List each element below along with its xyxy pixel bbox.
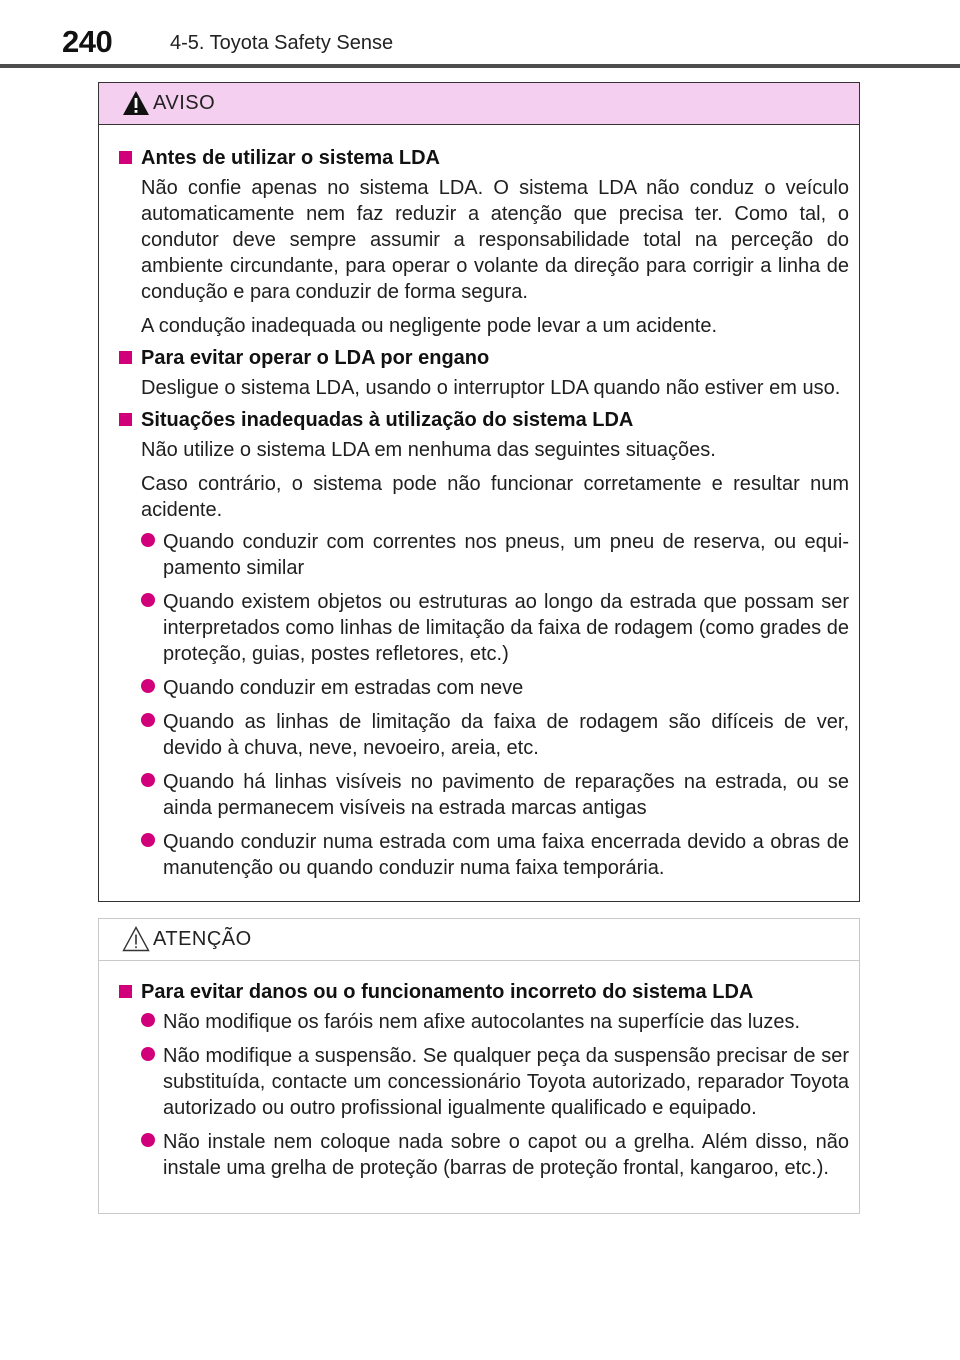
list-item: [141, 829, 849, 881]
list-item-text: Quando há linhas visíveis no pavimento de reparações na estrada, ou se ainda permanecem visíveis na estrada marcas antigas: [163, 771, 849, 819]
list-item-text: Quando conduzir em estradas com neve: [163, 677, 524, 699]
square-bullet-icon: [119, 985, 132, 998]
square-bullet-icon: [119, 151, 132, 164]
caution-box: [98, 918, 860, 1214]
caution-box-body: [99, 961, 859, 1181]
warning-item: [119, 145, 849, 339]
circle-bullet-icon: [141, 679, 155, 693]
warning-item-title: Antes de utilizar o sistema LDA: [141, 147, 440, 169]
warning-item: [119, 345, 849, 401]
list-item: [141, 1043, 849, 1121]
warning-triangle-outline-icon: [121, 925, 151, 953]
warning-box-body: [99, 125, 859, 881]
paragraph: Não utilize o sistema LDA em nenhuma das seguintes situações.: [141, 439, 716, 461]
list-item-text: Não modifique os faróis nem afixe autocolantes na superfície das luzes.: [163, 1011, 801, 1033]
list-item: [141, 1129, 849, 1181]
circle-bullet-icon: [141, 1013, 155, 1027]
circle-bullet-icon: [141, 773, 155, 787]
paragraph: Caso contrário, o sistema pode não funcionar corretamente e resultar num acidente.: [141, 473, 849, 521]
list-item: [141, 529, 849, 581]
warning-triangle-filled-icon: [121, 89, 151, 117]
warning-box: [98, 82, 860, 902]
square-bullet-icon: [119, 351, 132, 364]
caution-item: [119, 979, 849, 1181]
paragraph: Não confie apenas no sistema LDA. O sistema LDA não conduz o veículo automaticamente nem faz reduzir a atenção que precisa ter. Como tal, o condutor deve sempre assumir a responsabilidade total na perceção do ambiente circundante, para operar o volante da direção para corrigir a linha de condução e para conduzir de forma segura.: [141, 177, 849, 303]
caution-box-header: [99, 919, 859, 961]
bullet-list: [141, 1009, 849, 1181]
page-number: 240: [62, 24, 113, 59]
paragraph: A condução inadequada ou negligente pode levar a um acidente.: [141, 315, 718, 337]
list-item: [141, 769, 849, 821]
list-item: [141, 709, 849, 761]
circle-bullet-icon: [141, 593, 155, 607]
caution-item-title: Para evitar danos ou o funcionamento incorreto do sistema LDA: [141, 981, 754, 1003]
page-header: [62, 20, 960, 60]
circle-bullet-icon: [141, 533, 155, 547]
warning-box-header: [99, 83, 859, 125]
warning-label: AVISO: [153, 92, 216, 114]
list-item-text: Quando conduzir numa estrada com uma faixa encerrada devido a obras de manutenção ou quando conduzir numa faixa temporária.: [163, 831, 849, 879]
caution-label: ATENÇÃO: [153, 928, 252, 950]
list-item: [141, 589, 849, 667]
warning-item: [119, 407, 849, 881]
circle-bullet-icon: [141, 1133, 155, 1147]
circle-bullet-icon: [141, 833, 155, 847]
warning-item-title: Para evitar operar o LDA por engano: [141, 347, 490, 369]
warning-item-title: Situações inadequadas à utilização do sistema LDA: [141, 409, 634, 431]
list-item: [141, 675, 849, 701]
section-title: 4-5. Toyota Safety Sense: [170, 32, 394, 54]
list-item-text: Não instale nem coloque nada sobre o capot ou a grelha. Além disso, não instale uma grelha de proteção (barras de proteção frontal, kangaroo, etc.).: [163, 1131, 849, 1179]
list-item-text: Quando conduzir com correntes nos pneus, um pneu de reserva, ou equi-pamento similar: [163, 531, 849, 579]
paragraph: Desligue o sistema LDA, usando o interruptor LDA quando não estiver em uso.: [141, 377, 841, 399]
square-bullet-icon: [119, 413, 132, 426]
circle-bullet-icon: [141, 1047, 155, 1061]
list-item-text: Quando existem objetos ou estruturas ao longo da estrada que possam ser interpretados como linhas de limitação da faixa de rodagem (como grades de proteção, guias, postes refletores, etc.): [163, 591, 849, 665]
bullet-list: [141, 529, 849, 881]
list-item-text: Não modifique a suspensão. Se qualquer peça da suspensão precisar de ser substituída, contacte um concessionário Toyota autorizado, reparador Toyota autorizado ou outro profissional igualmente qualificado e equipado.: [163, 1045, 849, 1119]
circle-bullet-icon: [141, 713, 155, 727]
list-item: [141, 1009, 849, 1035]
list-item-text: Quando as linhas de limitação da faixa de rodagem são difíceis de ver, devido à chuva, neve, nevoeiro, areia, etc.: [163, 711, 849, 759]
header-rule: [0, 64, 960, 68]
